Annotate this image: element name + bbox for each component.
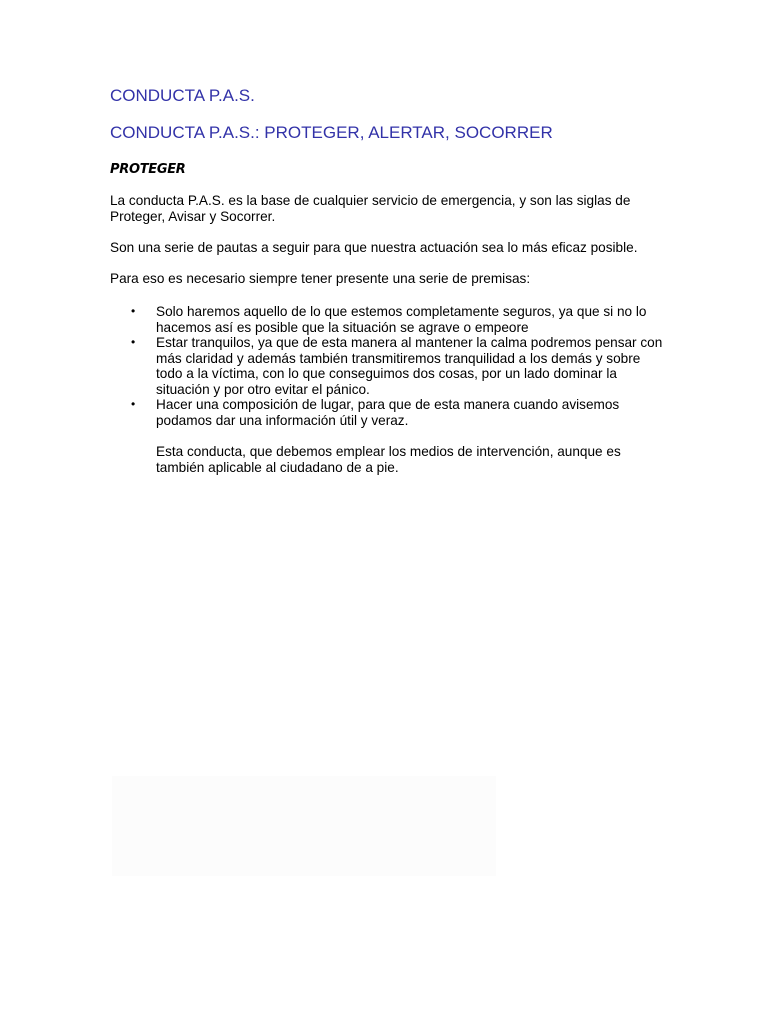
list-item	[131, 304, 670, 335]
blank-image-area	[112, 776, 496, 876]
paragraph-intro: La conducta P.A.S. es la base de cualquier servicio de emergencia, y son las siglas de Proteger, Avisar y Socorrer.	[110, 193, 631, 224]
list-item	[131, 397, 670, 428]
bullet-icon: •	[131, 335, 136, 349]
main-heading: CONDUCTA P.A.S.	[110, 86, 255, 105]
document-content	[110, 84, 670, 476]
paragraph-premises: Para eso es necesario siempre tener presente una serie de premisas:	[110, 271, 531, 286]
bullet-icon: •	[131, 397, 136, 411]
bullet-icon: •	[131, 304, 136, 318]
list-item-text: Hacer una composición de lugar, para que de esta manera cuando avisemos podamos dar una información útil y veraz.	[156, 397, 620, 428]
section-title: PROTEGER	[110, 162, 186, 177]
premises-list	[110, 304, 670, 428]
sub-heading: CONDUCTA P.A.S.: PROTEGER, ALERTAR, SOCORRER	[110, 123, 553, 142]
list-item-text: Estar tranquilos, ya que de esta manera al mantener la calma podremos pensar con más claridad y además también transmitiremos tranquilidad a los demás y sobre todo a la víctima, con lo que conseguimos dos cosas, por un lado dominar la situación y por otro evitar el pánico.	[156, 335, 663, 397]
paragraph-purpose: Son una serie de pautas a seguir para que nuestra actuación sea lo más eficaz posible.	[110, 240, 638, 255]
closing-paragraph: Esta conducta, que debemos emplear los medios de intervención, aunque es también aplicable al ciudadano de a pie.	[156, 444, 621, 475]
list-item-text: Solo haremos aquello de lo que estemos completamente seguros, ya que si no lo hacemos así es posible que la situación se agrave o empeore	[156, 304, 647, 335]
list-item	[131, 335, 670, 397]
